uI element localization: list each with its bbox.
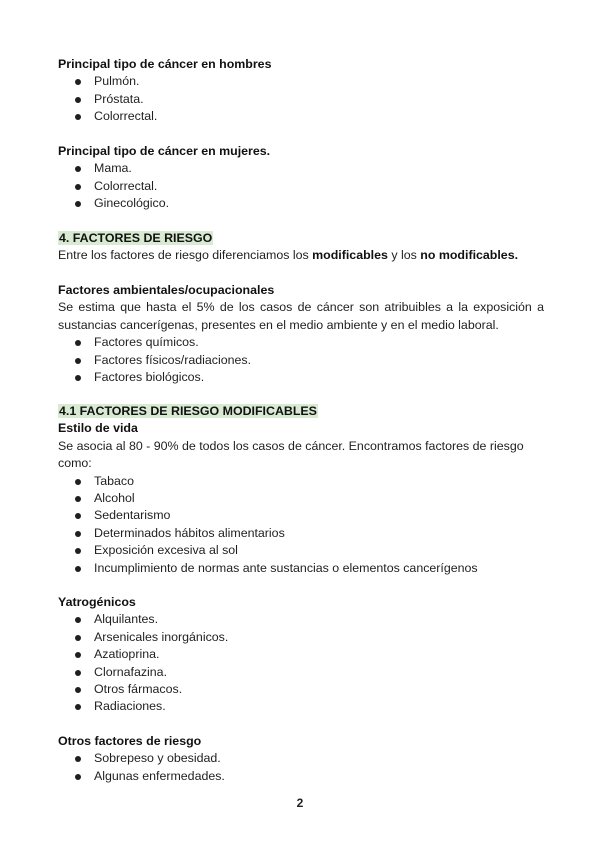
list-item: Factores químicos. [58,334,544,351]
list-item: Incumplimiento de normas ante sustancias o elementos cancerígenos [58,560,544,577]
bullet-icon [75,358,81,364]
list-item: Determinados hábitos alimentarios [58,525,544,542]
men-section [58,56,544,126]
list-item: Tabaco [58,473,544,490]
bullet-icon [75,566,81,572]
iatrogenic-section [58,594,544,716]
list-item: Sedentarismo [58,507,544,524]
list-item: Otros fármacos. [58,681,544,698]
list-item: Alcohol [58,490,544,507]
environmental-section [58,282,544,386]
bullet-icon [75,201,81,207]
men-list [58,73,544,125]
section-heading: 4.1 FACTORES DE RIESGO MODIFICABLES [59,404,317,418]
lifestyle-text: Se asocia al 80 - 90% de todos los casos de cáncer. Encontramos factores de riesgo como: [58,438,524,471]
environmental-text: Se estima que hasta el 5% de los casos de cáncer son atribuibles a la exposición a sustancias cancerígenas, presentes en el medio ambiente y en el medio laboral. [58,300,544,332]
bullet-icon [75,114,81,120]
list-item: Colorrectal. [58,108,544,125]
list-item: Alquilantes. [58,611,544,628]
risk-section [58,230,544,265]
bullet-icon [75,652,81,658]
bullet-icon [75,670,81,676]
bullet-icon [75,704,81,710]
page-number: 2 [296,796,304,810]
modifiable-section [58,403,544,577]
others-section [58,733,544,785]
lifestyle-heading: Estilo de vida [58,421,138,436]
bullet-icon [75,496,81,502]
list-item: Factores físicos/radiaciones. [58,352,544,369]
list-item: Algunas enfermedades. [58,768,544,785]
list-item: Azatioprina. [58,646,544,663]
bullet-icon [75,635,81,641]
women-heading: Principal tipo de cáncer en mujeres. [58,144,271,158]
list-item: Colorrectal. [58,178,544,195]
bullet-icon [75,479,81,485]
iatrogenic-heading: Yatrogénicos [58,595,136,609]
bullet-icon [75,531,81,537]
bullet-icon [75,513,81,519]
risk-intro: Entre los factores de riesgo diferenciamos los modificables y los no modificables. [58,248,519,263]
list-item: Próstata. [58,91,544,108]
bullet-icon [75,184,81,190]
list-item: Exposición excesiva al sol [58,542,544,559]
bullet-icon [75,756,81,762]
men-heading: Principal tipo de cáncer en hombres [58,57,272,71]
bullet-icon [75,97,81,103]
women-list [58,160,544,212]
others-list [58,750,544,785]
bullet-icon [75,687,81,693]
bullet-icon [75,340,81,346]
bullet-icon [75,166,81,172]
women-section [58,143,544,213]
bullet-icon [75,774,81,780]
list-item: Arsenicales inorgánicos. [58,629,544,646]
bullet-icon [75,375,81,381]
list-item: Sobrepeso y obesidad. [58,750,544,767]
section-heading: 4. FACTORES DE RIESGO [59,231,213,245]
list-item: Pulmón. [58,73,544,90]
others-heading: Otros factores de riesgo [58,734,202,748]
bullet-icon [75,79,81,85]
iatrogenic-list [58,611,544,715]
list-item: Mama. [58,160,544,177]
bullet-icon [75,548,81,554]
list-item: Radiaciones. [58,698,544,715]
bullet-icon [75,617,81,623]
environmental-heading: Factores ambientales/ocupacionales [58,283,275,297]
list-item: Factores biológicos. [58,369,544,386]
list-item: Ginecológico. [58,195,544,212]
environmental-list [58,334,544,386]
list-item: Clornafazina. [58,664,544,681]
lifestyle-list [58,473,544,577]
